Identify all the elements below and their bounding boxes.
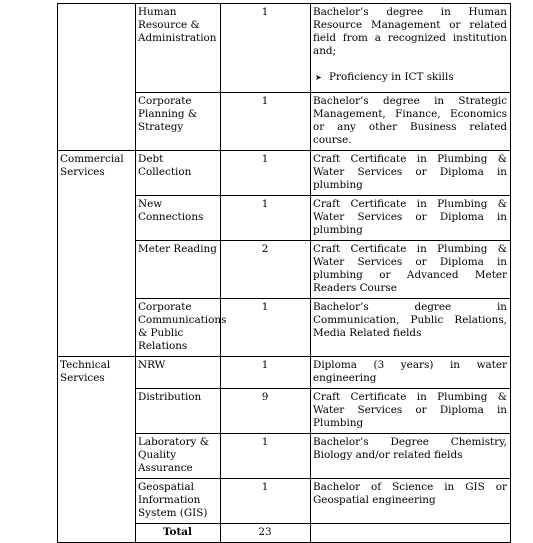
bullet-text: Proficiency in ICT skills <box>329 71 454 83</box>
count-cell: 2 <box>221 241 311 299</box>
section-cell: New Connections <box>136 196 221 241</box>
count-cell: 1 <box>221 434 311 479</box>
count-cell: 1 <box>221 93 311 151</box>
section-cell: NRW <box>136 357 221 389</box>
count-cell: 1 <box>221 357 311 389</box>
requirement-cell: Craft Certificate in Plumbing & Water Services or Diploma in plumbing or Advanced Meter Readers Course <box>311 241 511 299</box>
section-cell: Human Resource & Administration <box>136 4 221 93</box>
count-cell: 1 <box>221 151 311 196</box>
count-cell: 1 <box>221 479 311 524</box>
arrow-bullet-icon: ➤ <box>315 73 322 82</box>
total-value: 23 <box>221 524 311 543</box>
requirement-cell: Bachelor’s degree in Strategic Management, Finance, Economics or any other Business related course. <box>311 93 511 151</box>
count-cell: 1 <box>221 196 311 241</box>
requirement-cell: Craft Certificate in Plumbing & Water Services or Diploma in plumbing <box>311 151 511 196</box>
section-cell: Meter Reading <box>136 241 221 299</box>
staffing-requirements-table <box>57 3 511 543</box>
total-label: Total <box>136 524 221 543</box>
section-cell: Distribution <box>136 389 221 434</box>
section-cell: Laboratory & Quality Assurance <box>136 434 221 479</box>
section-cell: Debt Collection <box>136 151 221 196</box>
count-cell: 1 <box>221 299 311 357</box>
requirement-bullet <box>313 71 507 84</box>
requirement-cell: Craft Certificate in Plumbing & Water Services or Diploma in Plumbing <box>311 389 511 434</box>
requirement-cell <box>311 4 511 93</box>
table-row <box>58 4 511 93</box>
requirement-cell: Bachelor’s Degree Chemistry, Biology and/or related fields <box>311 434 511 479</box>
requirement-cell: Bachelor of Science in GIS or Geospatial engineering <box>311 479 511 524</box>
table-row <box>58 151 511 196</box>
count-cell: 1 <box>221 4 311 93</box>
requirement-cell: Bachelor’s degree in Communication, Public Relations, Media Related fields <box>311 299 511 357</box>
department-cell: Technical Services <box>58 357 136 543</box>
department-cell: Commercial Services <box>58 151 136 357</box>
requirement-text: Bachelor’s degree in Human Resource Management or related field from a recognized institution and; <box>313 6 507 57</box>
section-cell: Geospatial Information System (GIS) <box>136 479 221 524</box>
requirement-cell: Diploma (3 years) in water engineering <box>311 357 511 389</box>
table-row <box>58 357 511 389</box>
section-cell: Corporate Communications & Public Relations <box>136 299 221 357</box>
count-cell: 9 <box>221 389 311 434</box>
section-cell: Corporate Planning & Strategy <box>136 93 221 151</box>
requirement-cell: Craft Certificate in Plumbing & Water Services or Diploma in plumbing <box>311 196 511 241</box>
empty-cell <box>311 524 511 543</box>
department-cell <box>58 4 136 151</box>
